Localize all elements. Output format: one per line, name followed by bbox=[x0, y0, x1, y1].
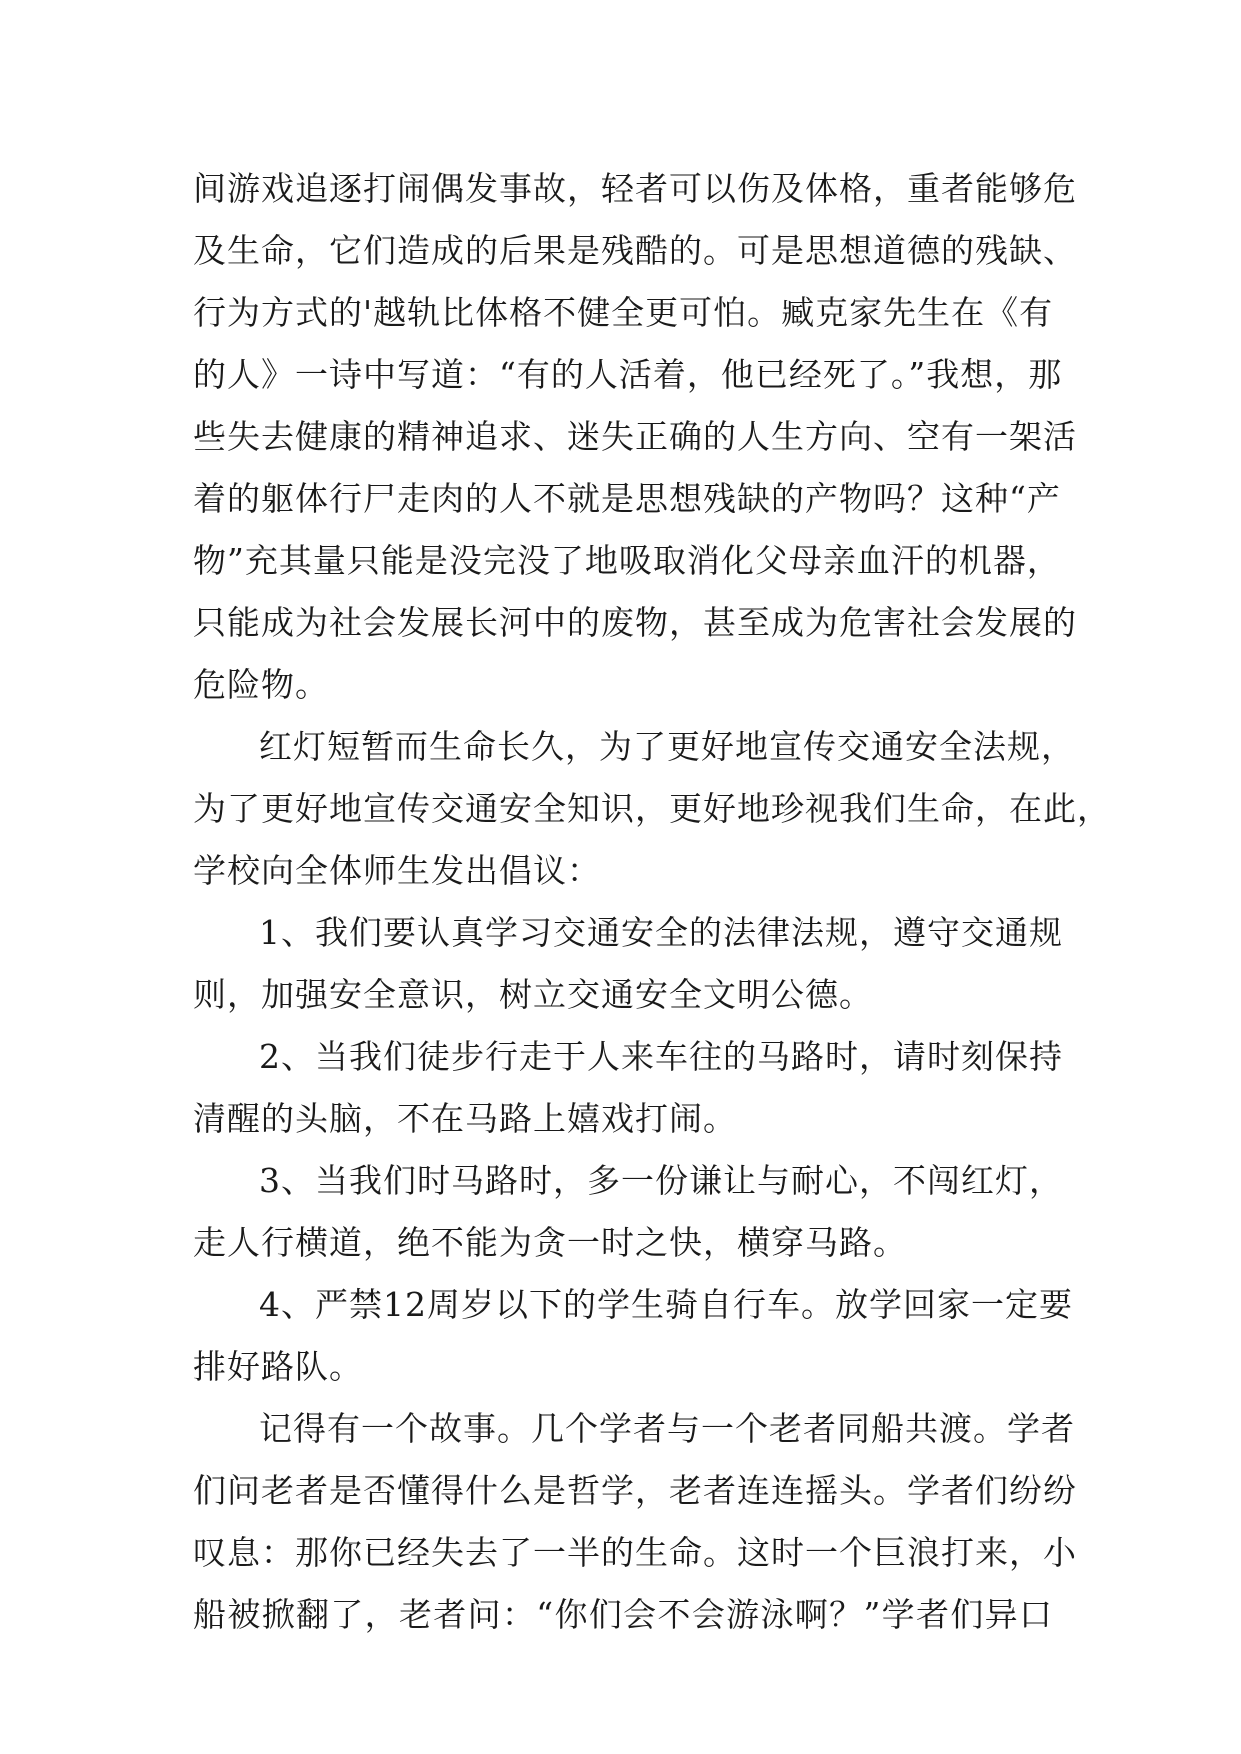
text-line: 走人行横道，绝不能为贪一时之快，横穿马路。 bbox=[193, 1223, 907, 1262]
text-line: 为了更好地宣传交通安全知识，更好地珍视我们生命，在此， bbox=[193, 789, 1111, 828]
text-line: 物”充其量只能是没完没了地吸取消化父母亲血汗的机器， bbox=[193, 541, 1061, 580]
text-line: 船被掀翻了，老者问：“你们会不会游泳啊？”学者们异口 bbox=[193, 1595, 1053, 1634]
text-line: 则，加强安全意识，树立交通安全文明公德。 bbox=[193, 975, 873, 1014]
body-text bbox=[193, 158, 1111, 1646]
text-line: 学校向全体师生发出倡议： bbox=[193, 851, 601, 890]
text-line: 只能成为社会发展长河中的废物，甚至成为危害社会发展的 bbox=[193, 603, 1077, 642]
text-line: 行为方式的'越轨比体格不健全更可怕。臧克家先生在《有 bbox=[193, 293, 1054, 332]
text-line: 危险物。 bbox=[193, 665, 329, 704]
text-line: 2、当我们徒步行走于人来车往的马路时，请时刻保持 bbox=[259, 1037, 1063, 1076]
text-line: 红灯短暂而生命长久，为了更好地宣传交通安全法规， bbox=[259, 727, 1075, 766]
text-line: 4、严禁12周岁以下的学生骑自行车。放学回家一定要 bbox=[259, 1285, 1073, 1324]
text-line: 及生命，它们造成的后果是残酷的。可是思想道德的残缺、 bbox=[193, 231, 1077, 270]
text-line: 着的躯体行尸走肉的人不就是思想残缺的产物吗？这种“产 bbox=[193, 479, 1061, 518]
text-line: 清醒的头脑，不在马路上嬉戏打闹。 bbox=[193, 1099, 737, 1138]
text-line: 们问老者是否懂得什么是哲学，老者连连摇头。学者们纷纷 bbox=[193, 1471, 1077, 1510]
text-line: 1、我们要认真学习交通安全的法律法规，遵守交通规 bbox=[259, 913, 1063, 952]
text-line: 些失去健康的精神追求、迷失正确的人生方向、空有一架活 bbox=[193, 417, 1077, 456]
text-line: 的人》一诗中写道：“有的人活着，他已经死了。”我想，那 bbox=[193, 355, 1063, 394]
text-line: 3、当我们时马路时，多一份谦让与耐心，不闯红灯， bbox=[259, 1161, 1063, 1200]
text-line: 排好路队。 bbox=[193, 1347, 363, 1386]
text-line: 叹息：那你已经失去了一半的生命。这时一个巨浪打来，小 bbox=[193, 1533, 1077, 1572]
text-line: 记得有一个故事。几个学者与一个老者同船共渡。学者 bbox=[259, 1409, 1075, 1448]
text-line: 间游戏追逐打闹偶发事故，轻者可以伤及体格，重者能够危 bbox=[193, 169, 1077, 208]
